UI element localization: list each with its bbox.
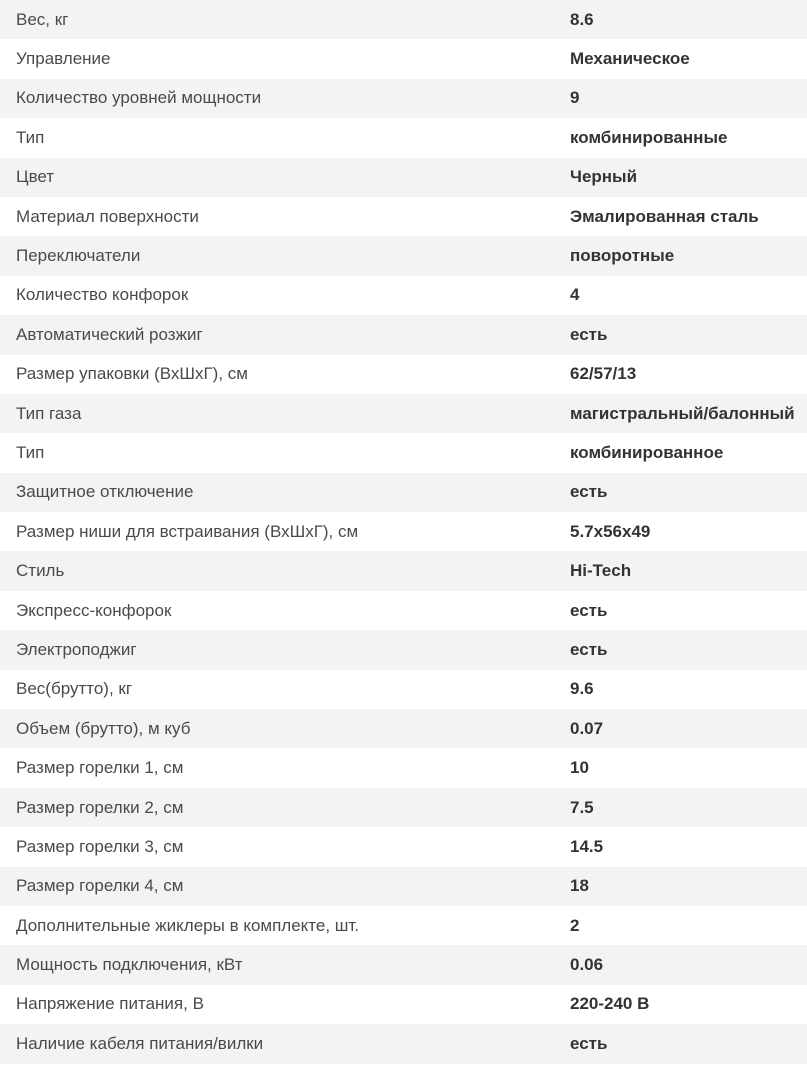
- spec-row-burner-2-size: [0, 788, 807, 827]
- spec-row-auto-ignition: [0, 315, 807, 354]
- spec-value: 4: [570, 285, 580, 305]
- spec-value: Черный: [570, 167, 638, 187]
- spec-value: 10: [570, 758, 589, 778]
- spec-value: 0.07: [570, 718, 604, 738]
- spec-row-burners-count: [0, 276, 807, 315]
- spec-value: Hi-Tech: [570, 561, 632, 581]
- spec-value: 8.6: [570, 9, 594, 29]
- spec-row-switches: [0, 236, 807, 275]
- spec-row-express-burner: [0, 591, 807, 630]
- spec-row-supply-voltage: [0, 985, 807, 1024]
- spec-label: Стиль: [16, 561, 65, 581]
- spec-row-power-levels: [0, 79, 807, 118]
- spec-label: Цвет: [16, 167, 55, 187]
- spec-label: Тип: [16, 442, 45, 462]
- spec-label: Размер горелки 2, см: [16, 797, 184, 817]
- spec-value: магистральный/балонный: [570, 403, 795, 423]
- spec-row-style: [0, 551, 807, 590]
- spec-label: Переключатели: [16, 246, 141, 266]
- spec-row-type-2: [0, 433, 807, 472]
- spec-row-connection-power: [0, 945, 807, 984]
- spec-label: Материал поверхности: [16, 206, 199, 226]
- spec-label: Количество уровней мощности: [16, 88, 262, 108]
- spec-label: Тип: [16, 127, 45, 147]
- spec-row-power-cable: [0, 1024, 807, 1063]
- spec-label: Мощность подключения, кВт: [16, 955, 243, 975]
- spec-label: Размер горелки 3, см: [16, 836, 184, 856]
- spec-value: есть: [570, 639, 608, 659]
- spec-row-electric-ignition: [0, 630, 807, 669]
- spec-value: есть: [570, 1033, 608, 1053]
- spec-label: Размер горелки 4, см: [16, 876, 184, 896]
- spec-label: Автоматический розжиг: [16, 324, 203, 344]
- spec-label: Дополнительные жиклеры в комплекте, шт.: [16, 915, 360, 935]
- spec-value: есть: [570, 324, 608, 344]
- spec-label: Электроподжиг: [16, 639, 137, 659]
- spec-value: 62/57/13: [570, 364, 637, 384]
- spec-row-burner-1-size: [0, 748, 807, 787]
- spec-value: комбинированное: [570, 442, 724, 462]
- spec-value: 0.06: [570, 955, 604, 975]
- spec-row-burner-4-size: [0, 867, 807, 906]
- spec-value: есть: [570, 600, 608, 620]
- spec-row-burner-3-size: [0, 827, 807, 866]
- spec-value: есть: [570, 482, 608, 502]
- spec-value: 7.5: [570, 797, 594, 817]
- spec-value: Эмалированная сталь: [570, 206, 759, 226]
- spec-label: Размер горелки 1, см: [16, 758, 184, 778]
- spec-row-type: [0, 118, 807, 157]
- spec-label: Напряжение питания, В: [16, 994, 204, 1014]
- spec-value: 220-240 В: [570, 994, 650, 1014]
- spec-row-safety-shutoff: [0, 473, 807, 512]
- spec-label: Объем (брутто), м куб: [16, 718, 191, 738]
- spec-row-control: [0, 39, 807, 78]
- spec-label: Вес, кг: [16, 9, 69, 29]
- spec-value: Механическое: [570, 49, 690, 69]
- spec-row-weight: [0, 0, 807, 39]
- spec-row-gas-type: [0, 394, 807, 433]
- spec-label: Управление: [16, 49, 111, 69]
- spec-row-package-size: [0, 355, 807, 394]
- spec-value: 9: [570, 88, 580, 108]
- spec-label: Вес(брутто), кг: [16, 679, 133, 699]
- spec-label: Наличие кабеля питания/вилки: [16, 1033, 264, 1053]
- spec-label: Экспресс-конфорок: [16, 600, 172, 620]
- spec-row-extra-jets: [0, 906, 807, 945]
- spec-label: Тип газа: [16, 403, 82, 423]
- spec-label: Количество конфорок: [16, 285, 189, 305]
- spec-value: 2: [570, 915, 580, 935]
- spec-value: 14.5: [570, 836, 604, 856]
- spec-row-surface-material: [0, 197, 807, 236]
- spec-row-color: [0, 158, 807, 197]
- spec-label: Защитное отключение: [16, 482, 194, 502]
- spec-row-gross-volume: [0, 709, 807, 748]
- spec-label: Размер упаковки (ВхШхГ), см: [16, 364, 248, 384]
- spec-value: 9.6: [570, 679, 594, 699]
- spec-value: 5.7x56x49: [570, 521, 651, 541]
- spec-value: комбинированные: [570, 127, 728, 147]
- spec-value: 18: [570, 876, 589, 896]
- spec-value: поворотные: [570, 246, 675, 266]
- spec-row-niche-size: [0, 512, 807, 551]
- spec-label: Размер ниши для встраивания (ВхШхГ), см: [16, 521, 359, 541]
- spec-row-gross-weight: [0, 670, 807, 709]
